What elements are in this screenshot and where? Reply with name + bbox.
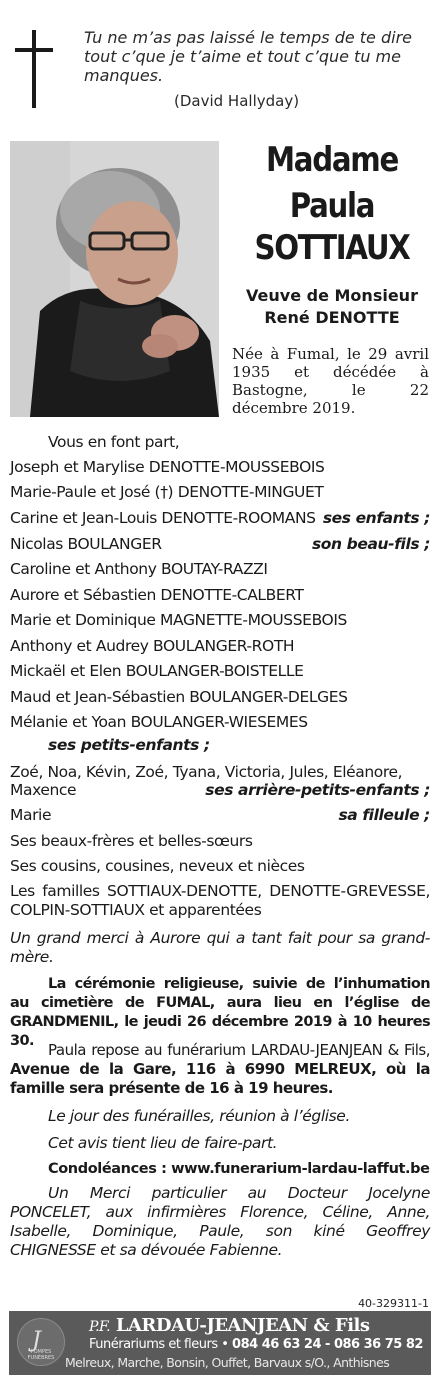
funeral-home-logo bbox=[17, 1318, 65, 1366]
families-line: Les familles SOTTIAUX-DENOTTE, DENOTTE-GREVESSE, COLPIN-SOTTIAUX et apparentées bbox=[10, 882, 430, 919]
funeral-home-details bbox=[10, 1041, 430, 1098]
thanks-aurore: Un grand merci à Aurore qui a tant fait pour sa grand-mère. bbox=[10, 929, 430, 966]
cross-icon bbox=[32, 30, 36, 108]
grandchild-line: Caroline et Anthony BOUTAY-RAZZI bbox=[10, 560, 268, 578]
company-name-line bbox=[89, 1315, 370, 1336]
funeral-home-banner bbox=[9, 1311, 431, 1375]
epigraph-quote: Tu ne m’as pas laissé le temps de te dire tout c’que je t’aime et tout c’que tu me manques. bbox=[84, 28, 413, 85]
birth-death-details: Née à Fumal, le 29 avril 1935 et décédée à Bastogne, le 22 décembre 2019. bbox=[232, 345, 429, 417]
funeral-home-address: Avenue de la Gare, 116 à 6990 MELREUX, où la famille sera présente de 16 à 19 heures. bbox=[10, 1060, 430, 1097]
great-grandchildren-line-2 bbox=[10, 781, 430, 800]
inlaws-line: Ses beaux-frères et belles-sœurs bbox=[10, 832, 253, 850]
grandchild-line: Mélanie et Yoan BOULANGER-WIESEMES bbox=[10, 713, 308, 731]
pf-prefix: P.F. bbox=[89, 1319, 111, 1335]
great-grandchildren-names: Maxence bbox=[10, 781, 77, 799]
family-line bbox=[10, 509, 430, 528]
deceased-first-name: Paula bbox=[289, 186, 375, 226]
logo-text: POMPES FUNÈBRES bbox=[27, 1349, 55, 1361]
family-line: Marie-Paule et José (†) DENOTTE-MINGUET bbox=[10, 483, 324, 501]
grandchild-line: Marie et Dominique MAGNETTE-MOUSSEBOIS bbox=[10, 611, 347, 629]
relation-grandchildren: ses petits-enfants ; bbox=[48, 736, 210, 754]
phone-numbers: 084 46 63 24 - 086 36 75 82 bbox=[232, 1337, 423, 1352]
goddaughter-line bbox=[10, 806, 430, 825]
widow-line-1: Veuve de Monsieur bbox=[246, 286, 418, 305]
svg-text:J: J bbox=[32, 1328, 41, 1353]
relation-son-in-law: son beau-fils ; bbox=[311, 535, 430, 553]
deceased-title: Madame bbox=[265, 140, 399, 180]
portrait-illustration bbox=[10, 141, 219, 417]
relation-great-grandchildren: ses arrière-petits-enfants ; bbox=[205, 781, 430, 799]
reference-number: 40-329311-1 bbox=[358, 1297, 429, 1310]
repose-text: Paula repose au funérarium LARDAU-JEANJEAN & Fils, bbox=[48, 1041, 430, 1059]
services-line bbox=[89, 1337, 423, 1352]
meeting-note: Le jour des funérailles, réunion à l’église. bbox=[48, 1107, 350, 1125]
portrait-photo bbox=[10, 141, 219, 417]
intro-text: Vous en font part, bbox=[48, 433, 180, 451]
company-name: LARDAU-JEANJEAN & Fils bbox=[115, 1315, 370, 1336]
cousins-line: Ses cousins, cousines, neveux et nièces bbox=[10, 857, 305, 875]
relation-children: ses enfants ; bbox=[322, 509, 430, 527]
son-in-law-line bbox=[10, 535, 430, 554]
grandchild-line: Maud et Jean-Sébastien BOULANGER-DELGES bbox=[10, 688, 348, 706]
goddaughter-name: Marie bbox=[10, 806, 52, 824]
epigraph-author: (David Hallyday) bbox=[174, 92, 300, 110]
family-line-name: Carine et Jean-Louis DENOTTE-ROOMANS bbox=[10, 509, 316, 527]
services-text: Funérariums et fleurs • bbox=[89, 1337, 233, 1352]
great-grandchildren-line-1: Zoé, Noa, Kévin, Zoé, Tyana, Victoria, Jules, Eléanore, bbox=[10, 763, 403, 781]
deceased-last-name: SOTTIAUX bbox=[254, 228, 410, 268]
ceremony-details: La cérémonie religieuse, suivie de l’inhumation au cimetière de FUMAL, aura lieu en l’église de GRANDMENIL, le jeudi 26 décembre 2019 à 10 heures 30. bbox=[10, 976, 430, 1049]
grandchild-line: Anthony et Audrey BOULANGER-ROTH bbox=[10, 637, 295, 655]
notice-note: Cet avis tient lieu de faire-part. bbox=[48, 1134, 278, 1152]
locations-line: Melreux, Marche, Bonsin, Ouffet, Barvaux s/O., Anthisnes bbox=[65, 1355, 390, 1370]
relation-goddaughter: sa filleule ; bbox=[338, 806, 430, 824]
widow-line-2: René DENOTTE bbox=[264, 308, 400, 327]
grandchild-line: Aurore et Sébastien DENOTTE-CALBERT bbox=[10, 586, 304, 604]
grandchild-line: Mickaël et Elen BOULANGER-BOISTELLE bbox=[10, 662, 304, 680]
cross-icon-bar bbox=[15, 48, 53, 52]
son-in-law-name: Nicolas BOULANGER bbox=[10, 535, 162, 553]
condolences-link[interactable]: Condoléances : www.funerarium-lardau-laffut.be bbox=[48, 1161, 430, 1177]
thanks-doctor: Un Merci particulier au Docteur Jocelyne PONCELET, aux infirmières Florence, Céline, Anne, Isabelle, Dominique, Paule, son kiné Geoffrey CHIGNESSE et sa dévouée Fabienne. bbox=[10, 1184, 430, 1259]
family-line: Joseph et Marylise DENOTTE-MOUSSEBOIS bbox=[10, 458, 325, 476]
